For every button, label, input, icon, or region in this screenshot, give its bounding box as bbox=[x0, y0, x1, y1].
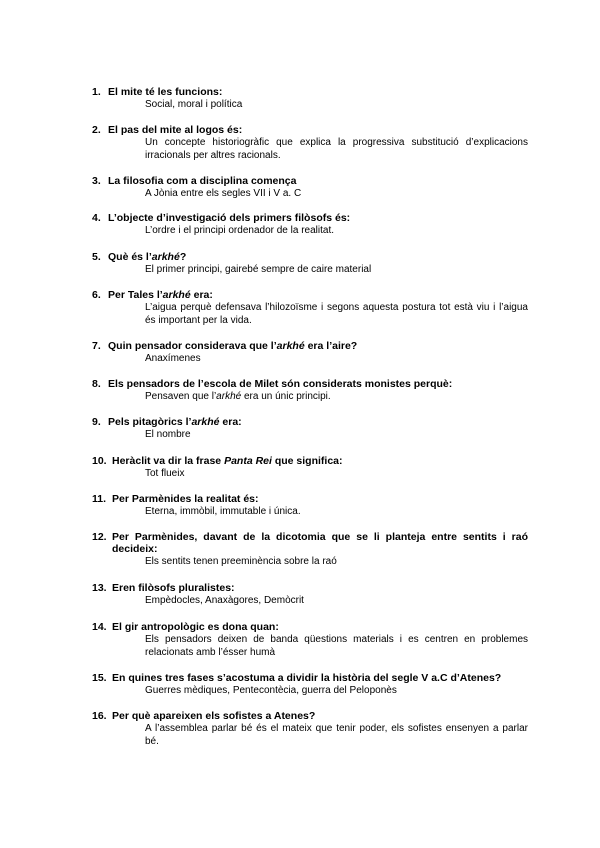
answer-text: A Jònia entre els segles VII i V a. C bbox=[145, 188, 302, 199]
question-text: 1. El mite té les funcions: bbox=[92, 86, 223, 98]
question-text: 3. La filosofia com a disciplina comença bbox=[92, 175, 297, 187]
question-block bbox=[92, 175, 528, 200]
question-text: 11. Per Parmènides la realitat és: bbox=[92, 493, 259, 505]
question-text: 16. Per què apareixen els sofistes a Atenes? bbox=[92, 710, 316, 722]
question-block bbox=[92, 378, 528, 403]
question-block bbox=[92, 455, 528, 480]
question-text: 7. Quin pensador considerava que l’arkhé era l’aire? bbox=[92, 340, 358, 352]
answer-text: L’aigua perquè defensava l’hilozoïsme i segons aquesta postura tot està viu i l’aigua és important per la vida. bbox=[145, 302, 528, 326]
question-text: 5. Què és l’arkhé? bbox=[92, 251, 187, 263]
answer-text: Guerres mèdiques, Pentecontècia, guerra del Peloponès bbox=[145, 685, 397, 696]
question-block bbox=[92, 621, 528, 659]
question-block bbox=[92, 493, 528, 518]
answer-text: Els pensadors deixen de banda qüestions materials i es centren en problemes relacionats amb l’ésser humà bbox=[145, 634, 528, 658]
answer-text: El nombre bbox=[145, 429, 191, 440]
answer-text: Empèdocles, Anaxàgores, Demòcrit bbox=[145, 595, 304, 606]
question-block bbox=[92, 531, 528, 568]
question-block bbox=[92, 582, 528, 607]
question-text: 12. Per Parmènides, davant de la dicotomia que se li planteja entre sentits i raó decideix: bbox=[92, 531, 528, 555]
answer-text: El primer principi, gairebé sempre de caire material bbox=[145, 264, 372, 275]
answer-text: Els sentits tenen preeminència sobre la raó bbox=[145, 556, 337, 567]
question-text: 6. Per Tales l’arkhé era: bbox=[92, 289, 213, 301]
question-block bbox=[92, 86, 528, 111]
question-block bbox=[92, 340, 528, 365]
question-text: 13. Eren filòsofs pluralistes: bbox=[92, 582, 235, 594]
answer-text: Social, moral i política bbox=[145, 99, 243, 110]
question-block bbox=[92, 289, 528, 327]
answer-text: Eterna, immòbil, immutable i única. bbox=[145, 506, 301, 517]
question-text: 10. Heràclit va dir la frase Panta Rei que significa: bbox=[92, 455, 343, 467]
question-block bbox=[92, 416, 528, 441]
answer-text: Pensaven que l’arkhé era un únic principi. bbox=[145, 391, 331, 402]
question-block bbox=[92, 710, 528, 748]
answer-text: Un concepte historiogràfic que explica la progressiva substitució d’explicacions irracionals per altres racionals. bbox=[145, 137, 528, 161]
question-block bbox=[92, 212, 528, 237]
question-text: 15. En quines tres fases s’acostuma a dividir la història del segle V a.C d’Atenes? bbox=[92, 672, 502, 684]
answer-text: Anaxímenes bbox=[145, 353, 201, 364]
question-block bbox=[92, 124, 528, 162]
question-text: 9. Pels pitagòrics l’arkhé era: bbox=[92, 416, 242, 428]
question-text: 2. El pas del mite al logos és: bbox=[92, 124, 243, 136]
question-text: 8. Els pensadors de l’escola de Milet són considerats monistes perquè: bbox=[92, 378, 453, 390]
question-text: 4. L’objecte d’investigació dels primers filòsofs és: bbox=[92, 212, 351, 224]
question-block bbox=[92, 251, 528, 276]
question-text: 14. El gir antropològic es dona quan: bbox=[92, 621, 279, 633]
question-block bbox=[92, 672, 528, 697]
answer-text: A l’assemblea parlar bé és el mateix que tenir poder, els sofistes ensenyen a parlar bé. bbox=[145, 723, 528, 747]
answer-text: Tot flueix bbox=[145, 468, 185, 479]
answer-text: L’ordre i el principi ordenador de la realitat. bbox=[145, 225, 334, 236]
